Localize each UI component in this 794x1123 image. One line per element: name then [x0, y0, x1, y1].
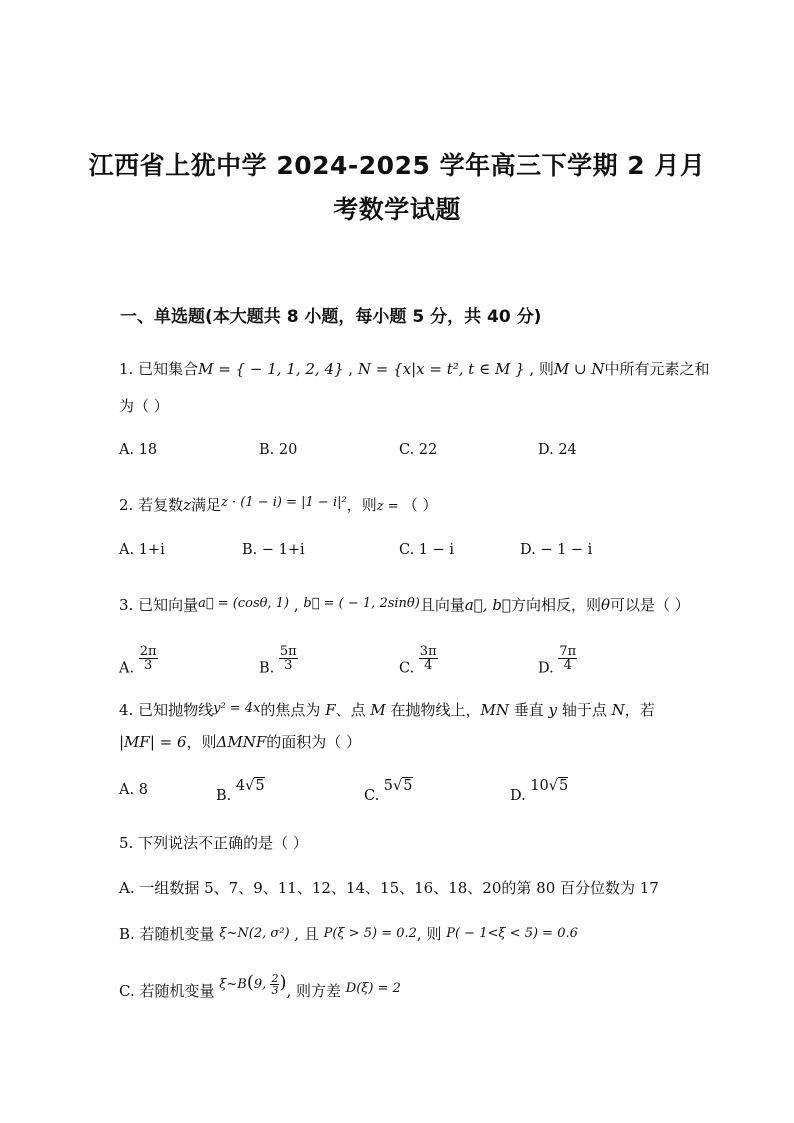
q1-sep: , — [343, 360, 358, 378]
q4-line2-suffix: 的面积为（ ） — [266, 733, 362, 751]
q5-c-dist: ξ~B(9, $\frac{2}{3}$ ) — [219, 972, 287, 997]
question-5-stem: 5. 下列说法不正确的是（ ） — [119, 834, 308, 852]
q4-option-d-sqrt: 10√5 — [530, 778, 569, 794]
q3-option-d-label: D. — [538, 660, 554, 677]
q4-option-d — [510, 778, 569, 804]
q4-option-c-coef: 5 — [383, 778, 394, 794]
q3-mid: 且向量 — [419, 596, 465, 614]
q3-option-b-label: B. — [259, 660, 275, 677]
q4-option-b-label: B. — [216, 788, 232, 804]
question-1-stem-line2: 为（ ） — [119, 397, 169, 415]
q1-set-m: M = { − 1, 1, 2, 4} — [198, 360, 344, 378]
q2-expr2: z = — [376, 499, 403, 514]
q4-p5: 轴于点 — [557, 701, 612, 719]
q3-vec-a: a⃗ = (cosθ, 1) — [198, 596, 290, 611]
q5-c-n: 9, — [253, 977, 271, 992]
exam-title-line1: 江西省上犹中学 2024-2025 学年高三下学期 2 月月 — [88, 151, 706, 180]
q5-c-p-numerator: 2 — [271, 972, 279, 985]
q3-vec-b: b⃗ = ( − 1, 2sinθ) — [303, 596, 420, 611]
question-1-stem — [119, 358, 710, 379]
q5-option-c — [119, 972, 401, 1004]
q5-option-b — [119, 923, 578, 944]
q3-theta: θ — [600, 596, 610, 614]
q3-option-a-numerator: 2π — [139, 644, 157, 659]
q2-option-a: A. 1+i — [119, 542, 165, 558]
q1-prefix: 1. 已知集合 — [119, 360, 199, 378]
q4-m: M — [370, 701, 386, 719]
q5-c-p-fraction — [270, 973, 279, 996]
q3-option-d-fraction — [558, 645, 577, 672]
q4-option-b-sqrt: 4√5 — [235, 778, 265, 794]
q3-suffix: 可以是（ ） — [609, 596, 690, 614]
q4-prefix: 4. 已知抛物线 — [119, 701, 214, 719]
q4-option-b — [216, 778, 265, 804]
q5-b-mid2: , 则 — [416, 925, 447, 943]
q5-b-prefix: B. 若随机变量 — [119, 925, 220, 943]
q5-option-a: A. 一组数据 5、7、9、11、12、14、15、16、18、20的第 80 百分位数为 17 — [119, 879, 659, 897]
q2-expr: z · (1 − i) = |1 − i|² — [221, 495, 347, 510]
q2-var: z — [183, 496, 191, 514]
q3-option-b-fraction — [279, 645, 298, 672]
q5-c-mid: , 则方差 — [286, 982, 346, 1000]
q3-option-c-fraction — [419, 645, 438, 672]
q5-b-cond: P(ξ > 5) = 0.2 — [323, 926, 417, 941]
q2-option-d: D. − 1 − i — [520, 542, 593, 558]
section-header: 一、单选题(本大题共 8 小题，每小题 5 分，共 40 分) — [120, 307, 542, 327]
q1-suffix-pre: , 则 — [524, 360, 554, 378]
q4-f: F — [325, 701, 336, 719]
q4-option-d-radicand: 5 — [559, 778, 569, 794]
q1-set-n: N = {x|x = t², t ∈ M } — [357, 360, 525, 378]
question-3-stem — [119, 594, 690, 615]
question-4-stem-line2 — [119, 731, 361, 752]
q4-option-b-coef: 4 — [235, 778, 246, 794]
q5-c-dist-name: ξ~B — [219, 977, 247, 992]
q4-p2: 、点 — [335, 701, 371, 719]
q4-option-c-label: C. — [364, 788, 380, 804]
q4-option-a: A. 8 — [119, 782, 148, 798]
q3-option-a-denominator: 3 — [143, 658, 153, 673]
q3-option-a-label: A. — [119, 660, 135, 677]
q4-line2-expr: |MF| = 6 — [119, 733, 187, 751]
q4-y: y — [548, 701, 558, 719]
q4-triangle: ΔMNF — [216, 733, 267, 751]
q4-p6: ，若 — [624, 701, 655, 719]
q4-option-c — [364, 778, 413, 804]
q4-p3: 在抛物线上， — [385, 701, 481, 719]
q3-option-d-denominator: 4 — [563, 658, 572, 673]
q5-b-dist: ξ~N(2, σ²) — [219, 926, 290, 941]
q3-option-c-numerator: 3π — [419, 644, 437, 659]
q4-p4: 垂直 — [509, 701, 549, 719]
q3-mid2: 方向相反，则 — [510, 596, 601, 614]
question-4-stem — [119, 699, 655, 720]
q3-option-d-numerator: 7π — [559, 644, 577, 659]
q4-option-b-radicand: 5 — [255, 778, 265, 794]
q4-line2-mid: ，则 — [186, 733, 217, 751]
q4-n: N — [611, 701, 625, 719]
q2-option-c: C. 1 − i — [399, 542, 455, 558]
q1-option-a: A. 18 — [119, 442, 158, 458]
q2-mid2: ，则 — [346, 496, 377, 514]
question-2-stem — [119, 494, 438, 515]
q1-option-c: C. 22 — [399, 442, 438, 458]
q1-option-b: B. 20 — [259, 442, 298, 458]
q3-sep: , — [289, 596, 304, 614]
q4-p1: 的焦点为 — [260, 701, 326, 719]
q5-c-p-denominator: 3 — [271, 984, 279, 997]
q2-mid: 满足 — [191, 496, 222, 514]
q5-c-prefix: C. 若随机变量 — [119, 982, 220, 1000]
q3-option-a-fraction — [139, 645, 158, 672]
q1-option-d: D. 24 — [538, 442, 577, 458]
q3-prefix: 3. 已知向量 — [119, 596, 199, 614]
q4-mn: MN — [480, 701, 510, 719]
q4-eq: y² = 4x — [213, 701, 261, 716]
q4-option-d-label: D. — [510, 788, 526, 804]
q3-option-c-denominator: 4 — [424, 658, 433, 673]
q5-c-result: D(ξ) = 2 — [345, 981, 401, 996]
q4-option-c-radicand: 5 — [403, 778, 413, 794]
q5-b-result: P( − 1<ξ < 5) = 0.6 — [446, 926, 578, 941]
q3-option-b-denominator: 3 — [284, 658, 293, 673]
q2-option-b: B. − 1+i — [242, 542, 305, 558]
q5-b-mid: , 且 — [289, 925, 324, 943]
q3-option-b-numerator: 5π — [279, 644, 297, 659]
q4-option-d-coef: 10 — [530, 778, 549, 794]
q1-suffix: 中所有元素之和 — [604, 360, 710, 378]
q2-prefix: 2. 若复数 — [119, 496, 184, 514]
q3-vecs: a⃗, b⃗ — [464, 596, 511, 614]
q2-suffix: （ ） — [402, 496, 438, 514]
q1-union: M ∪ N — [553, 360, 605, 378]
q4-option-c-sqrt: 5√5 — [383, 778, 413, 794]
q3-option-c-label: C. — [399, 660, 415, 677]
exam-title-line2: 考数学试题 — [333, 195, 461, 224]
